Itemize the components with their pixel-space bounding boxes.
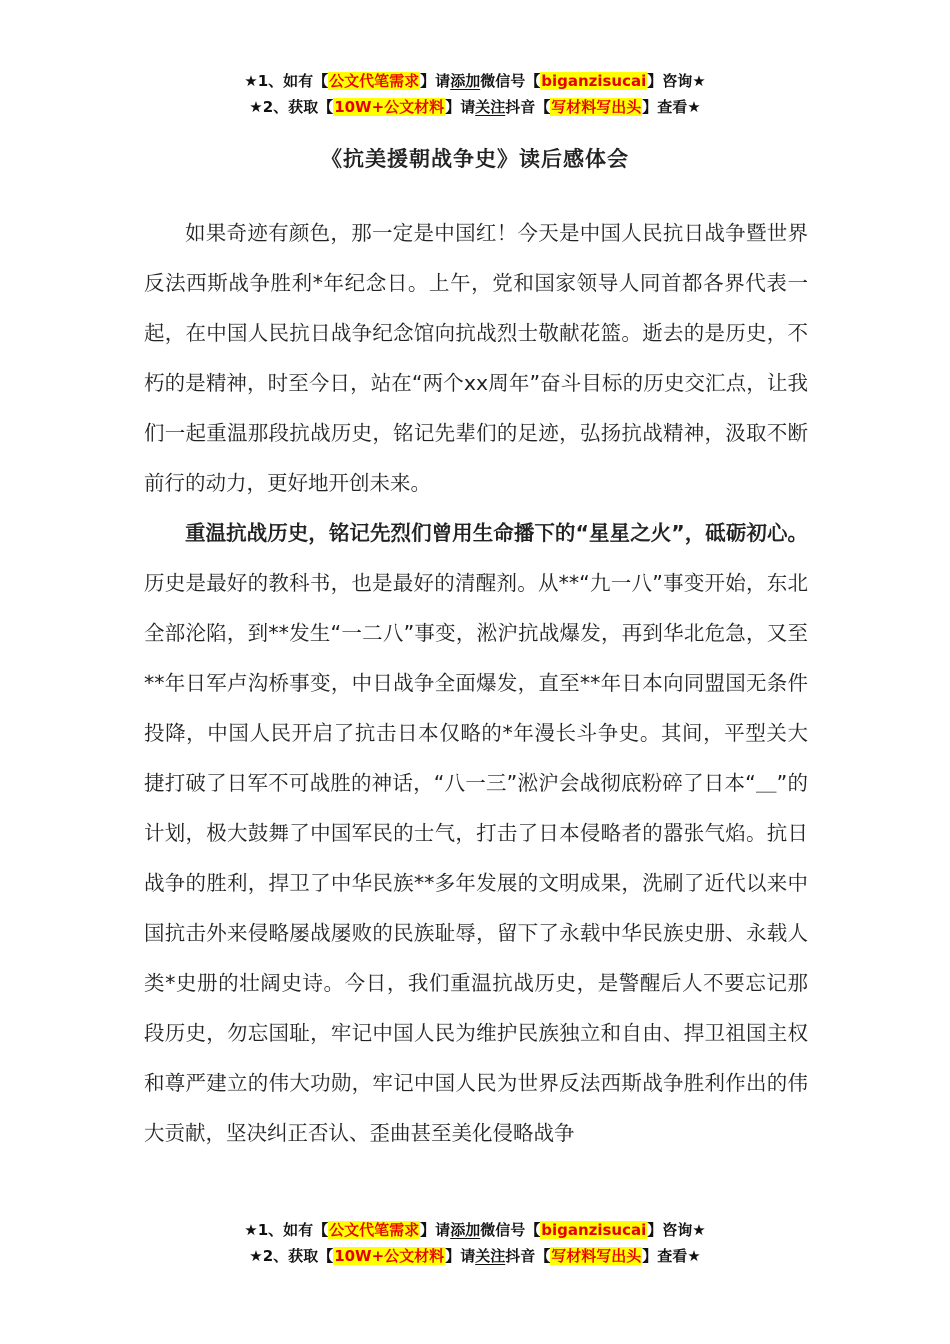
section-text: 历史是最好的教科书，也是最好的清醒剂。从**“九一八”事变开始，东北全部沦陷，到**发生“一二八”事变，淞沪抗战爆发，再到华北危急，又至**年日军卢沟桥事变，中日战争全面爆发，直至**年日本向同盟国无条件投降，中国人民开启了抗击日本仅略的*年漫长斗争史。其间，平型关大捷打破了日军不可战胜的神话，“八一三”淞沪会战彻底粉碎了日本“＿”的计划，极大鼓舞了中国军民的士气，打击了日本侵略者的嚣张气焰。抗日战争的胜利，捍卫了中华民族**多年发展的文明成果，洗刷了近代以来中国抗击外来侵略屡战屡败的民族耻辱，留下了永载中华民族史册、永载人类*史册的壮阔史诗。今日，我们重温抗战历史，是警醒后人不要忘记那段历史，勿忘国耻，牢记中国人民为维护民族独立和自由、捍卫祖国主权和尊严建立的伟大功勋，牢记中国人民为世界反法西斯战争胜利作出的伟大贡献，坚决纠正否认、歪曲甚至美化侵略战争: [144, 571, 808, 1145]
promo-highlight: 10W+公文材料: [334, 98, 445, 116]
paragraph-intro: 如果奇迹有颜色，那一定是中国红！今天是中国人民抗日战争暨世界反法西斯战争胜利*年纪念日。上午，党和国家领导人同首都各界代表一起，在中国人民抗日战争纪念馆向抗战烈士敬献花篮。逝去的是历史，不朽的是精神，时至今日，站在“两个xx周年”奋斗目标的历史交汇点，让我们一起重温那段抗战历史，铭记先辈们的足迹，弘扬抗战精神，汲取不断前行的动力，更好地开创未来。: [144, 221, 808, 495]
promo-highlight: 公文代笔需求: [329, 1221, 420, 1239]
promo-highlight: 公文代笔需求: [329, 72, 420, 90]
promo-highlight: 10W+公文材料: [334, 1247, 445, 1265]
document-title: 《抗美援朝战争史》读后感体会: [321, 147, 629, 171]
promo-footer: [0, 1217, 950, 1269]
promo-underline: 关注: [475, 98, 506, 116]
paragraph-section-1: [144, 508, 808, 1158]
promo-douyin-account: 写材料写出头: [551, 1247, 642, 1265]
promo-underline: 添加: [450, 1221, 481, 1239]
promo-line-1: ★1、如有【公文代笔需求】请添加微信号【biganzisucai】咨询★: [244, 72, 706, 90]
promo-underline: 添加: [450, 72, 481, 90]
promo-wechat-id: biganzisucai: [541, 1221, 647, 1239]
promo-header: [0, 68, 950, 120]
promo-wechat-id: biganzisucai: [541, 72, 647, 90]
promo-line-1: ★1、如有【公文代笔需求】请添加微信号【biganzisucai】咨询★: [244, 1221, 706, 1239]
promo-underline: 关注: [475, 1247, 506, 1265]
promo-line-2: ★2、获取【10W+公文材料】请关注抖音【写材料写出头】查看★: [249, 1247, 701, 1265]
section-heading: 重温抗战历史，铭记先烈们曾用生命播下的“星星之火”，砥砺初心。: [185, 521, 808, 545]
promo-line-2: ★2、获取【10W+公文材料】请关注抖音【写材料写出头】查看★: [249, 98, 701, 116]
document-body: [144, 208, 808, 1158]
promo-douyin-account: 写材料写出头: [551, 98, 642, 116]
